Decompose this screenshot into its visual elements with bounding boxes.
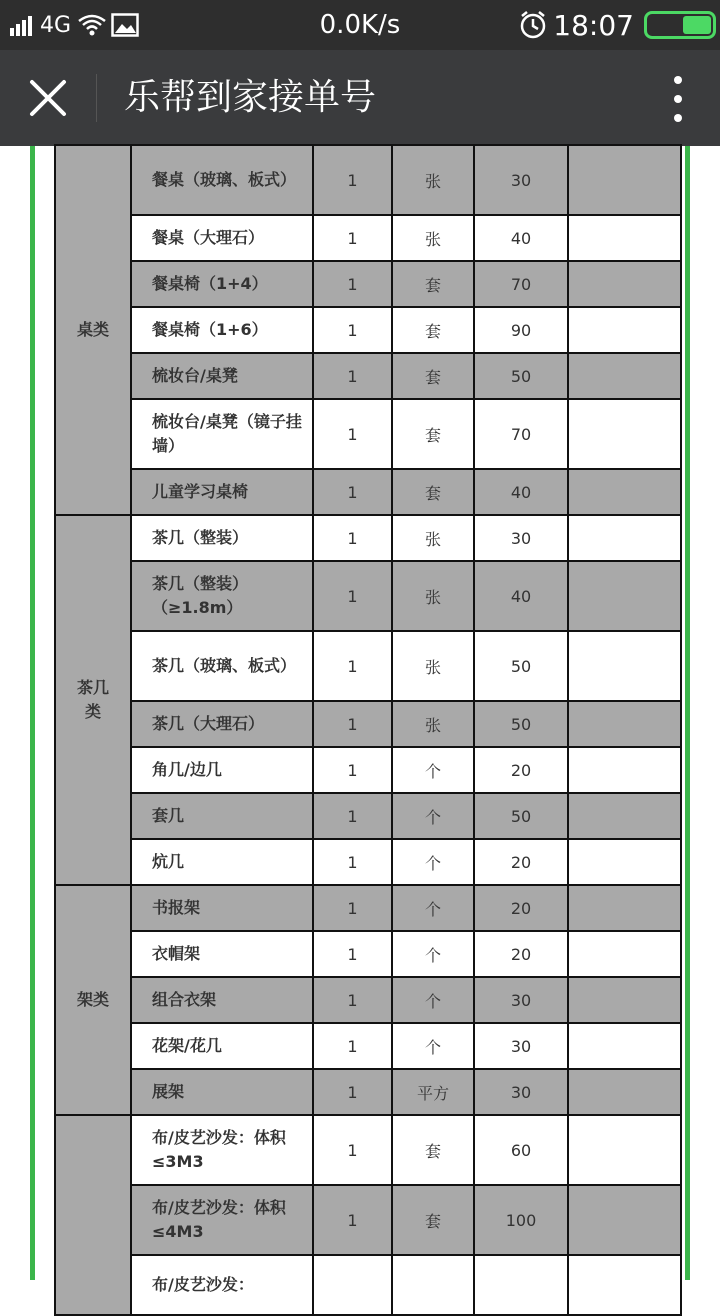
- note-cell: [568, 469, 681, 515]
- quantity-cell: 1: [313, 1115, 392, 1185]
- quantity-cell: 1: [313, 145, 392, 215]
- price-cell: 50: [474, 353, 568, 399]
- unit-cell: [392, 1255, 474, 1315]
- quantity-cell: 1: [313, 307, 392, 353]
- quantity-cell: 1: [313, 631, 392, 701]
- unit-cell: 平方: [392, 1069, 474, 1115]
- page-border-right: [685, 146, 690, 1280]
- item-name-cell: 梳妆台/桌凳（镜子挂墙）: [131, 399, 313, 469]
- unit-cell: 张: [392, 631, 474, 701]
- price-cell: 20: [474, 747, 568, 793]
- item-name-cell: 茶几（整装）: [131, 515, 313, 561]
- quantity-cell: 1: [313, 1185, 392, 1255]
- unit-cell: 个: [392, 839, 474, 885]
- item-name-cell: 布/皮艺沙发：: [131, 1255, 313, 1315]
- table-row: [55, 261, 681, 307]
- unit-cell: 张: [392, 561, 474, 631]
- unit-cell: 张: [392, 215, 474, 261]
- quantity-cell: 1: [313, 399, 392, 469]
- table-row: [55, 399, 681, 469]
- item-name-cell: 花架/花几: [131, 1023, 313, 1069]
- table-row: [55, 1185, 681, 1255]
- quantity-cell: 1: [313, 931, 392, 977]
- item-name-cell: 衣帽架: [131, 931, 313, 977]
- note-cell: [568, 261, 681, 307]
- category-cell: 桌类: [55, 145, 131, 515]
- category-cell: 茶几 类: [55, 515, 131, 885]
- item-name-cell: 炕几: [131, 839, 313, 885]
- unit-cell: 个: [392, 793, 474, 839]
- unit-cell: 套: [392, 353, 474, 399]
- quantity-cell: 1: [313, 885, 392, 931]
- item-name-cell: 餐桌椅（1+6）: [131, 307, 313, 353]
- page-border-left: [30, 146, 35, 1280]
- quantity-cell: 1: [313, 353, 392, 399]
- note-cell: [568, 1069, 681, 1115]
- network-speed: 0.0K/s: [319, 10, 401, 40]
- quantity-cell: 1: [313, 977, 392, 1023]
- category-cell: 架类: [55, 885, 131, 1115]
- quantity-cell: 1: [313, 215, 392, 261]
- quantity-cell: 1: [313, 515, 392, 561]
- note-cell: [568, 307, 681, 353]
- price-cell: 50: [474, 701, 568, 747]
- table-row: [55, 469, 681, 515]
- table-row: [55, 747, 681, 793]
- unit-cell: 张: [392, 145, 474, 215]
- note-cell: [568, 931, 681, 977]
- quantity-cell: 1: [313, 793, 392, 839]
- note-cell: [568, 885, 681, 931]
- note-cell: [568, 561, 681, 631]
- item-name-cell: 餐桌椅（1+4）: [131, 261, 313, 307]
- price-cell: 40: [474, 469, 568, 515]
- price-cell: 20: [474, 931, 568, 977]
- table-row: [55, 1255, 681, 1315]
- unit-cell: 套: [392, 307, 474, 353]
- item-name-cell: 书报架: [131, 885, 313, 931]
- item-name-cell: 布/皮艺沙发：体积≤3M3: [131, 1115, 313, 1185]
- unit-cell: 个: [392, 885, 474, 931]
- category-cell: [55, 1115, 131, 1315]
- item-name-cell: 梳妆台/桌凳: [131, 353, 313, 399]
- price-cell: [474, 1255, 568, 1315]
- price-cell: 60: [474, 1115, 568, 1185]
- note-cell: [568, 839, 681, 885]
- item-name-cell: 餐桌（玻璃、板式）: [131, 145, 313, 215]
- item-name-cell: 展架: [131, 1069, 313, 1115]
- note-cell: [568, 353, 681, 399]
- status-right: [519, 0, 716, 50]
- table-row: [55, 215, 681, 261]
- note-cell: [568, 399, 681, 469]
- header-divider: [96, 74, 97, 122]
- table-row: [55, 701, 681, 747]
- note-cell: [568, 215, 681, 261]
- price-cell: 40: [474, 215, 568, 261]
- price-table: [54, 144, 682, 1316]
- price-cell: 30: [474, 977, 568, 1023]
- table-row: [55, 515, 681, 561]
- table-row: [55, 839, 681, 885]
- status-bar: [0, 0, 720, 50]
- page-title: 乐帮到家接单号: [124, 77, 377, 118]
- network-type: 4G: [40, 12, 72, 38]
- item-name-cell: 茶几（整装）（≥1.8m）: [131, 561, 313, 631]
- table-row: [55, 353, 681, 399]
- unit-cell: 个: [392, 931, 474, 977]
- quantity-cell: 1: [313, 701, 392, 747]
- unit-cell: 套: [392, 1115, 474, 1185]
- item-name-cell: 茶几（大理石）: [131, 701, 313, 747]
- quantity-cell: 1: [313, 1023, 392, 1069]
- item-name-cell: 布/皮艺沙发：体积≤4M3: [131, 1185, 313, 1255]
- table-row: [55, 885, 681, 931]
- table-row: [55, 1115, 681, 1185]
- table-row: [55, 1023, 681, 1069]
- note-cell: [568, 1255, 681, 1315]
- item-name-cell: 茶几（玻璃、板式）: [131, 631, 313, 701]
- quantity-cell: 1: [313, 1069, 392, 1115]
- more-options-icon[interactable]: [666, 76, 690, 122]
- price-cell: 50: [474, 793, 568, 839]
- note-cell: [568, 747, 681, 793]
- note-cell: [568, 977, 681, 1023]
- unit-cell: 个: [392, 747, 474, 793]
- price-cell: 30: [474, 515, 568, 561]
- webview-content[interactable]: [0, 146, 720, 1294]
- item-name-cell: 角几/边几: [131, 747, 313, 793]
- note-cell: [568, 1115, 681, 1185]
- price-cell: 20: [474, 839, 568, 885]
- note-cell: [568, 631, 681, 701]
- item-name-cell: 套几: [131, 793, 313, 839]
- price-cell: 70: [474, 261, 568, 307]
- close-icon[interactable]: [22, 72, 74, 124]
- clock: 18:07: [553, 8, 634, 42]
- quantity-cell: 1: [313, 839, 392, 885]
- quantity-cell: 1: [313, 261, 392, 307]
- price-cell: 20: [474, 885, 568, 931]
- table-row: [55, 793, 681, 839]
- item-name-cell: 儿童学习桌椅: [131, 469, 313, 515]
- table-row: [55, 307, 681, 353]
- unit-cell: 套: [392, 399, 474, 469]
- price-cell: 70: [474, 399, 568, 469]
- table-row: [55, 977, 681, 1023]
- price-cell: 90: [474, 307, 568, 353]
- unit-cell: 套: [392, 1185, 474, 1255]
- price-cell: 30: [474, 1069, 568, 1115]
- note-cell: [568, 1023, 681, 1069]
- quantity-cell: [313, 1255, 392, 1315]
- item-name-cell: 组合衣架: [131, 977, 313, 1023]
- unit-cell: 套: [392, 469, 474, 515]
- unit-cell: 个: [392, 977, 474, 1023]
- price-cell: 50: [474, 631, 568, 701]
- unit-cell: 个: [392, 1023, 474, 1069]
- unit-cell: 套: [392, 261, 474, 307]
- table-row: [55, 931, 681, 977]
- price-cell: 30: [474, 145, 568, 215]
- note-cell: [568, 1185, 681, 1255]
- item-name-cell: 餐桌（大理石）: [131, 215, 313, 261]
- quantity-cell: 1: [313, 747, 392, 793]
- note-cell: [568, 793, 681, 839]
- unit-cell: 张: [392, 701, 474, 747]
- alarm-icon: [519, 11, 547, 39]
- table-row: [55, 631, 681, 701]
- price-cell: 40: [474, 561, 568, 631]
- note-cell: [568, 515, 681, 561]
- price-cell: 100: [474, 1185, 568, 1255]
- quantity-cell: 1: [313, 561, 392, 631]
- app-header: [0, 50, 720, 146]
- note-cell: [568, 701, 681, 747]
- battery-icon: [644, 11, 716, 39]
- quantity-cell: 1: [313, 469, 392, 515]
- note-cell: [568, 145, 681, 215]
- table-row: [55, 145, 681, 215]
- table-row: [55, 1069, 681, 1115]
- unit-cell: 张: [392, 515, 474, 561]
- price-cell: 30: [474, 1023, 568, 1069]
- table-row: [55, 561, 681, 631]
